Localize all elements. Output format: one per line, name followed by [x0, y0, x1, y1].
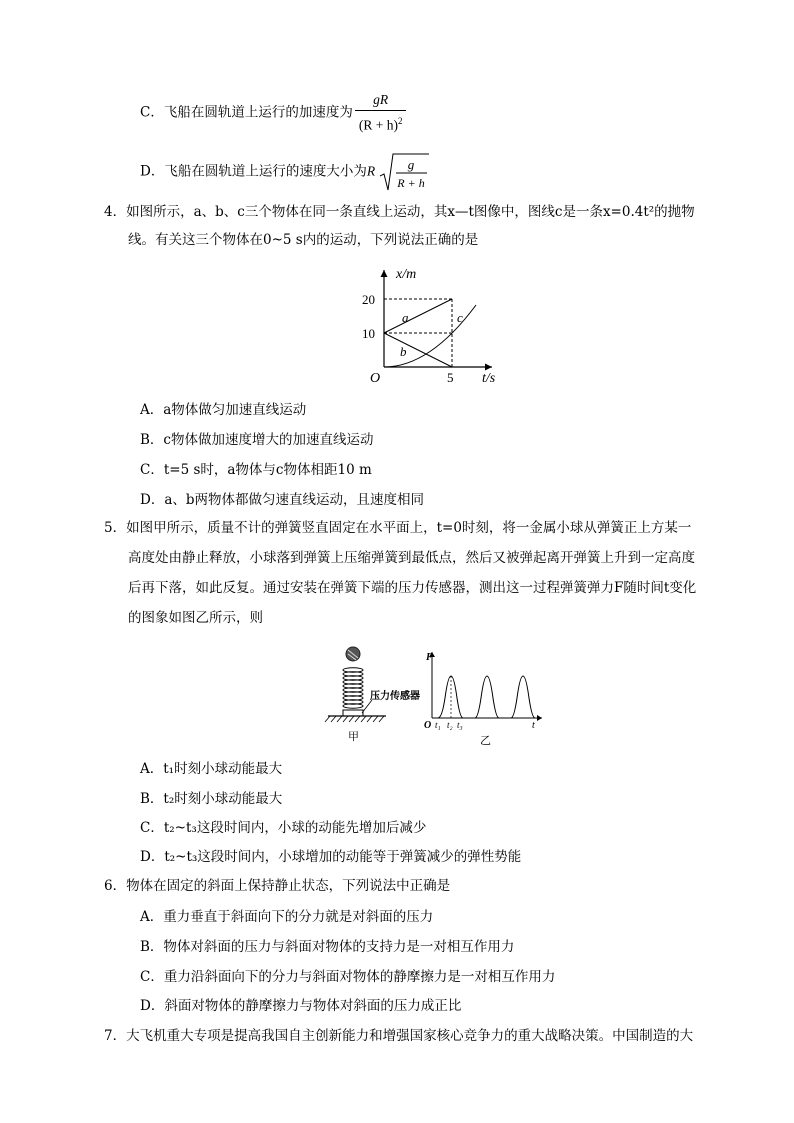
q4-stem-line1: 4．如图所示，a、b、c三个物体在同一条直线上运动，其x—t图像中，图线c是一条x=0.4t²的抛物 — [104, 204, 695, 220]
q4-label-b: b — [400, 344, 407, 359]
q5-option-a: A．t₁时刻小球动能最大 — [140, 761, 283, 777]
q6-option-b: B．物体对斜面的压力与斜面对物体的支持力是一对相互作用力 — [140, 939, 515, 955]
q4-line-b — [384, 333, 452, 367]
q5-label-t2: t₂ — [447, 720, 453, 730]
q6-option-c: C．重力沿斜面向下的分力与斜面对物体的静摩擦力是一对相互作用力 — [140, 969, 556, 985]
q5-option-d: D．t₂~t₃这段时间内，小球增加的动能等于弹簧减少的弹性势能 — [140, 849, 522, 865]
q3-option-d-r: R — [366, 163, 376, 179]
q5-stem-line4: 的图象如图乙所示，则 — [128, 610, 263, 626]
q5-label-t: t — [532, 720, 535, 731]
q4-line-a — [384, 299, 452, 333]
q4-option-a: A．a物体做匀加速直线运动 — [140, 402, 307, 418]
q4-origin: O — [370, 371, 381, 386]
q6-stem: 6．物体在固定的斜面上保持静止状态，下列说法中正确是 — [104, 878, 451, 894]
q4-option-b: B．c物体做加速度增大的加速直线运动 — [140, 432, 374, 448]
q4-xlabel: t/s — [482, 371, 496, 386]
q5-label-t1: t₁ — [435, 720, 441, 730]
q5-option-b: B．t₂时刻小球动能最大 — [140, 791, 283, 807]
q3-option-c-den-text: (R + h) — [358, 117, 398, 133]
q5-stem-line2: 高度处由静止释放，小球落到弹簧上压缩弹簧到最低点，然后又被弹起离开弹簧上升到一定高度 — [128, 550, 695, 566]
q3-option-d-text: D．飞船在圆轨道上运行的速度大小为 — [140, 163, 367, 180]
q3-option-d-sqrt — [379, 150, 429, 194]
q5-label-f: F — [426, 652, 433, 663]
q5-pulse-3 — [511, 676, 535, 718]
q7-stem-line1: 7．大飞机重大专项是提高我国自主创新能力和增强国家核心竞争力的重大战略决策。中国制造的大 — [104, 1028, 694, 1044]
q4-tick-10: 10 — [362, 326, 375, 341]
q5-fig-jia — [320, 640, 430, 750]
q3-option-c-fraction — [355, 90, 407, 136]
q3-option-c-numerator: gR — [355, 90, 407, 111]
q5-option-c: C．t₂~t₃这段时间内，小球的动能先增加后减少 — [140, 820, 427, 836]
q5-sensor-block — [343, 710, 363, 716]
q5-pulse-1 — [438, 676, 463, 718]
q3-option-c-denominator — [355, 111, 407, 136]
q4-stem-line2: 线。有关这三个物体在0~5 s内的运动，下列说法正确的是 — [128, 232, 479, 248]
q3-option-d-den: R + h — [397, 176, 426, 190]
q5-stem-line1: 5．如图甲所示，质量不计的弹簧竖直固定在水平面上，t=0时刻，将一金属小球从弹簧正上方某一 — [104, 520, 692, 536]
q5-label-jia: 甲 — [348, 731, 359, 743]
q6-option-d: D．斜面对物体的静摩擦力与物体对斜面的压力成正比 — [140, 998, 462, 1014]
q3-option-d — [140, 150, 429, 194]
q4-option-c: C．t=5 s时，a物体与c物体相距10 m — [140, 462, 372, 478]
q4-tick-5: 5 — [447, 370, 454, 385]
q3-option-c-text: C．飞船在圆轨道上运行的加速度为 — [140, 104, 353, 121]
q5-label-yi: 乙 — [480, 735, 491, 747]
q4-xt-graph — [360, 260, 510, 390]
q4-tick-20: 20 — [362, 292, 375, 307]
q3-option-c — [140, 90, 406, 136]
q3-option-d-num: g — [408, 157, 415, 172]
q4-label-a: a — [402, 310, 409, 325]
q5-sensor-label: 压力传感器 — [370, 691, 420, 702]
q5-stem-line3: 后再下落，如此反复。通过安装在弹簧下端的压力传感器，测出这一过程弹簧弹力F随时间t变化 — [128, 580, 697, 596]
q3-option-c-exponent: 2 — [397, 116, 403, 126]
q5-label-t3: t₃ — [457, 720, 463, 730]
q4-ylabel: x/m — [396, 267, 417, 282]
q4-label-c: c — [457, 310, 463, 325]
q5-spring-icon — [343, 668, 363, 708]
q5-fig-yi — [420, 648, 550, 748]
q5-label-o: O — [424, 720, 432, 731]
q6-option-a: A．重力垂直于斜面向下的分力就是对斜面的压力 — [140, 909, 434, 925]
q5-pulse-2 — [475, 676, 499, 718]
q4-option-d: D．a、b两物体都做匀速直线运动，且速度相同 — [140, 492, 425, 508]
